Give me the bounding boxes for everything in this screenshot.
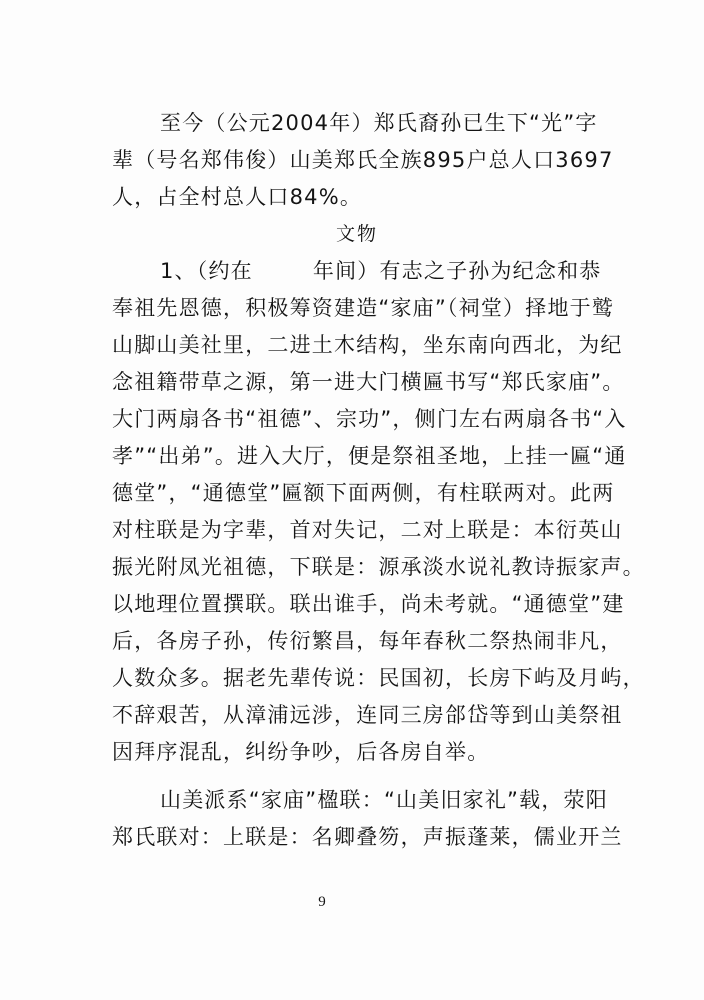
section-heading: 文物: [336, 223, 379, 245]
text-line: 德堂”，“通德堂”匾额下面两侧，有柱联两对。此两: [112, 481, 615, 505]
text-line: 郑氏联对：上联是：名卿叠笏，声振蓬莱，儒业开兰: [112, 825, 623, 849]
text-line: 振光附凤光祖德，下联是：源承淡水说礼教诗振家声。: [112, 555, 645, 579]
text-line: 奉祖先恩德，积极筹资建造“家庙”（祠堂）择地于鹫: [112, 296, 615, 320]
text-line: 不辞艰苦，从漳浦远涉，连同三房郃岱等到山美祭祖: [112, 703, 623, 727]
text-line: 辈（号名郑伟俊）山美郑氏全族895户总人口3697: [112, 148, 614, 172]
text-line: [160, 258, 601, 284]
text-line: 山脚山美社里，二进土木结构，坐东南向西北，为纪: [112, 333, 623, 357]
text-line: 人，占全村总人口84%。: [112, 185, 363, 209]
text-segment: 年间）有志之子孙为纪念和恭: [312, 259, 602, 283]
text-segment: 1、（约在: [160, 259, 253, 283]
text-line: 念祖籍带草之源，第一进大门横匾书写“郑氏家庙”。: [112, 370, 625, 394]
text-line: 山美派系“家庙”楹联：“山美旧家礼”载，荥阳: [160, 788, 608, 812]
text-line: 以地理位置撰联。联出谁手，尚未考就。“通德堂”建: [112, 592, 625, 616]
text-line: 因拜序混乱，纠纷争吵，后各房自举。: [112, 740, 490, 764]
text-line: 大门两扇各书“祖德”、宗功”，侧门左右两扇各书“入: [112, 407, 627, 431]
text-line: 对柱联是为字辈，首对失记，二对上联是：本衍英山: [112, 518, 623, 542]
text-line: 孝”“出弟”。进入大厅，便是祭祖圣地，上挂一匾“通: [112, 444, 627, 468]
page-number: 9: [318, 894, 326, 910]
text-line: 后，各房子孙，传衍繁昌，每年春秋二祭热闹非凡，: [112, 629, 623, 653]
text-line: 人数众多。据老先辈传说：民国初，长房下屿及月屿，: [112, 666, 645, 690]
text-line: 至今（公元2004年）郑氏裔孙已生下“光”字: [160, 111, 598, 135]
